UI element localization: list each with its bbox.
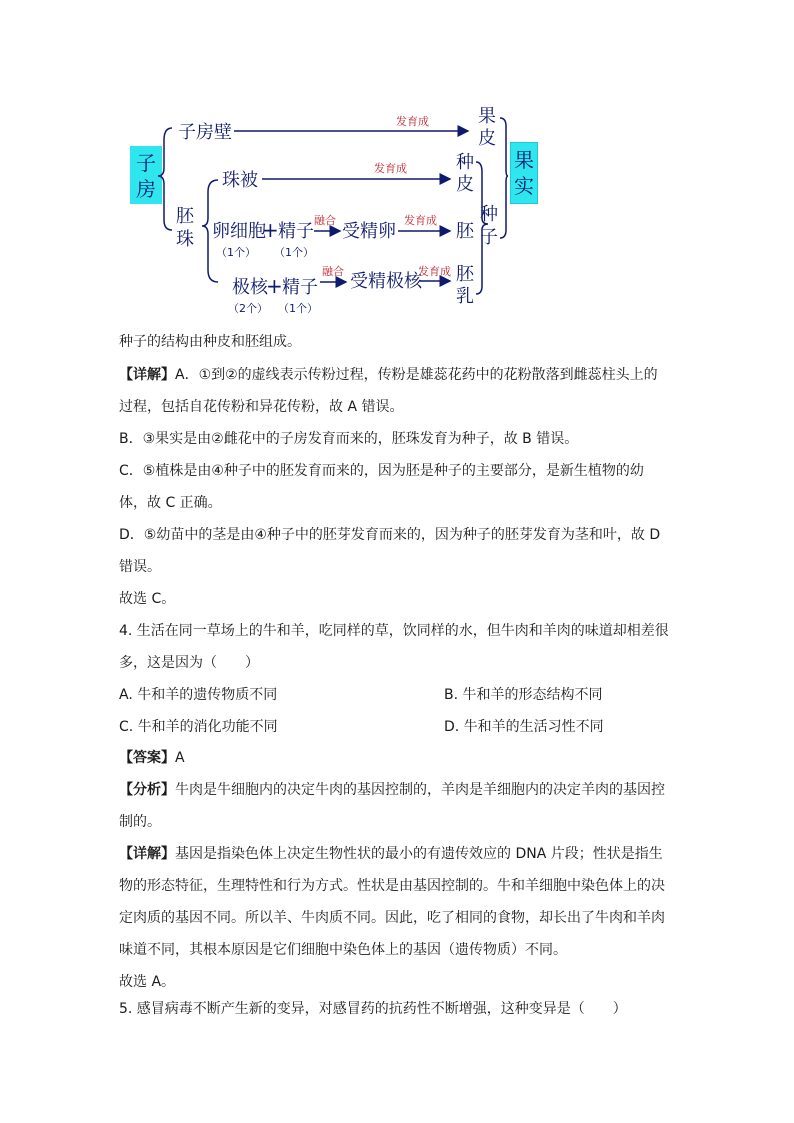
diagram-svg <box>128 100 508 318</box>
seed-coat-char-1: 种 <box>456 152 474 173</box>
answer-value: A <box>175 750 185 766</box>
fruit-formation-diagram <box>128 100 508 318</box>
integument-label: 珠被 <box>222 170 258 191</box>
answer-label: 【答案】 <box>119 750 175 766</box>
question-5-line-1: 5. 感冒病毒不断产生新的变异，对感冒药的抗药性不断增强，这种变异是（ ） <box>119 1001 627 1017</box>
ovary-char-1: 子 <box>136 151 156 175</box>
seed-char-1: 种 <box>480 204 498 225</box>
ovary-char-2: 房 <box>136 177 156 201</box>
analysis-text-1: 牛肉是牛细胞内的决定牛肉的基因控制的，羊肉是羊细胞内的决定羊肉的基因控 <box>175 782 665 798</box>
seed-coat-char-2: 皮 <box>456 174 474 195</box>
ovule-char-2: 珠 <box>176 229 194 250</box>
sperm1-count: （1个） <box>274 246 314 259</box>
sperm-label-2: 精子 <box>282 277 318 298</box>
sperm2-count: （1个） <box>278 302 318 315</box>
answer-line <box>119 749 185 767</box>
egg-count: （1个） <box>216 246 256 259</box>
seed-structure-line: 种子的结构由种皮和胚组成。 <box>119 334 301 350</box>
detail2-line-3: 定肉质的基因不同。所以羊、牛肉质不同。因此，吃了相同的食物，却长出了牛肉和羊肉 <box>119 910 665 926</box>
detail-paragraph-1 <box>119 366 658 384</box>
fruit-box <box>510 142 538 204</box>
endosperm-char-2: 乳 <box>456 286 474 307</box>
analysis-line-2: 制的。 <box>119 814 161 830</box>
option-c-explain: C．⑤植株是由④种子中的胚发育而来的，因为胚是种子的主要部分，是新生植物的幼 <box>119 463 644 479</box>
egg-cell-label: 卵细胞 <box>212 221 266 242</box>
choose-a-line: 故选 A。 <box>119 974 176 990</box>
option-d-explain: D．⑤幼苗中的茎是由④种子中的胚芽发育而来的，因为种子的胚芽发育为茎和叶，故 D <box>119 527 661 543</box>
embryo-label: 胚 <box>456 221 474 242</box>
option-c[interactable]: C. 牛和羊的消化功能不同 <box>119 719 278 735</box>
fusion-label-1: 融合 <box>314 214 336 227</box>
endosperm-char-1: 胚 <box>456 264 474 285</box>
pericarp-char-2: 皮 <box>478 128 496 149</box>
fertilized-polar-label: 受精极核 <box>350 271 422 292</box>
fruit-char-1: 果 <box>514 148 534 172</box>
option-a[interactable]: A. 牛和羊的遗传物质不同 <box>119 687 278 703</box>
zygote-arrow-label: 发育成 <box>404 214 437 227</box>
detail-label: 【详解】 <box>119 367 175 383</box>
seed-char-2: 子 <box>480 227 498 248</box>
option-b-explain: B．③果实是由②雌花中的子房发育而来的，胚珠发育为种子，故 B 错误。 <box>119 431 579 447</box>
pericarp-char-1: 果 <box>478 106 496 127</box>
option-d[interactable]: D. 牛和羊的生活习性不同 <box>444 719 604 735</box>
detail2-label: 【详解】 <box>119 846 175 862</box>
option-a-explain-cont: 过程，包括自花传粉和异花传粉，故 A 错误。 <box>119 399 404 415</box>
detail2-line-4: 味道不同，其根本原因是它们细胞中染色体上的基因（遗传物质）不同。 <box>119 942 567 958</box>
detail2-text-1: 基因是指染色体上决定生物性状的最小的有遗传效应的 DNA 片段；性状是指生 <box>175 846 663 862</box>
question-4-line-2: 多，这是因为（ ） <box>119 655 259 671</box>
option-d-explain-cont: 错误。 <box>119 559 161 575</box>
fertilized-polar-arrow-label: 发育成 <box>418 265 451 278</box>
fruit-char-2: 实 <box>514 174 534 198</box>
fusion-label-2: 融合 <box>322 265 344 278</box>
option-a-explain: A．①到②的虚线表示传粉过程，传粉是雄蕊花药中的花粉散落到雌蕊柱头上的 <box>175 367 658 383</box>
analysis-label: 【分析】 <box>119 782 175 798</box>
polar-count: （2个） <box>228 302 268 315</box>
zygote-label: 受精卵 <box>342 221 396 242</box>
plus-sign-1: + <box>262 218 279 242</box>
ovule-char-1: 胚 <box>176 206 194 227</box>
polar-nuclei-label: 极核 <box>232 277 268 298</box>
ovary-wall-label: 子房壁 <box>178 122 232 143</box>
sperm-label-1: 精子 <box>278 221 314 242</box>
fruit-brace <box>500 118 508 238</box>
choose-c-line: 故选 C。 <box>119 591 176 607</box>
integument-arrow-label: 发育成 <box>374 162 407 175</box>
analysis-line-1 <box>119 781 665 799</box>
plus-sign-2: + <box>266 274 283 298</box>
option-c-explain-cont: 体，故 C 正确。 <box>119 495 222 511</box>
detail2-line-1 <box>119 845 663 863</box>
detail2-line-2: 物的形态特征，生理特性和行为方式。性状是由基因控制的。牛和羊细胞中染色体上的决 <box>119 878 665 894</box>
ovary-wall-arrow-label: 发育成 <box>396 115 429 128</box>
option-b[interactable]: B. 牛和羊的形态结构不同 <box>444 687 603 703</box>
question-4-line-1: 4. 生活在同一草场上的牛和羊，吃同样的草，饮同样的水，但牛肉和羊肉的味道却相差很 <box>119 623 669 639</box>
